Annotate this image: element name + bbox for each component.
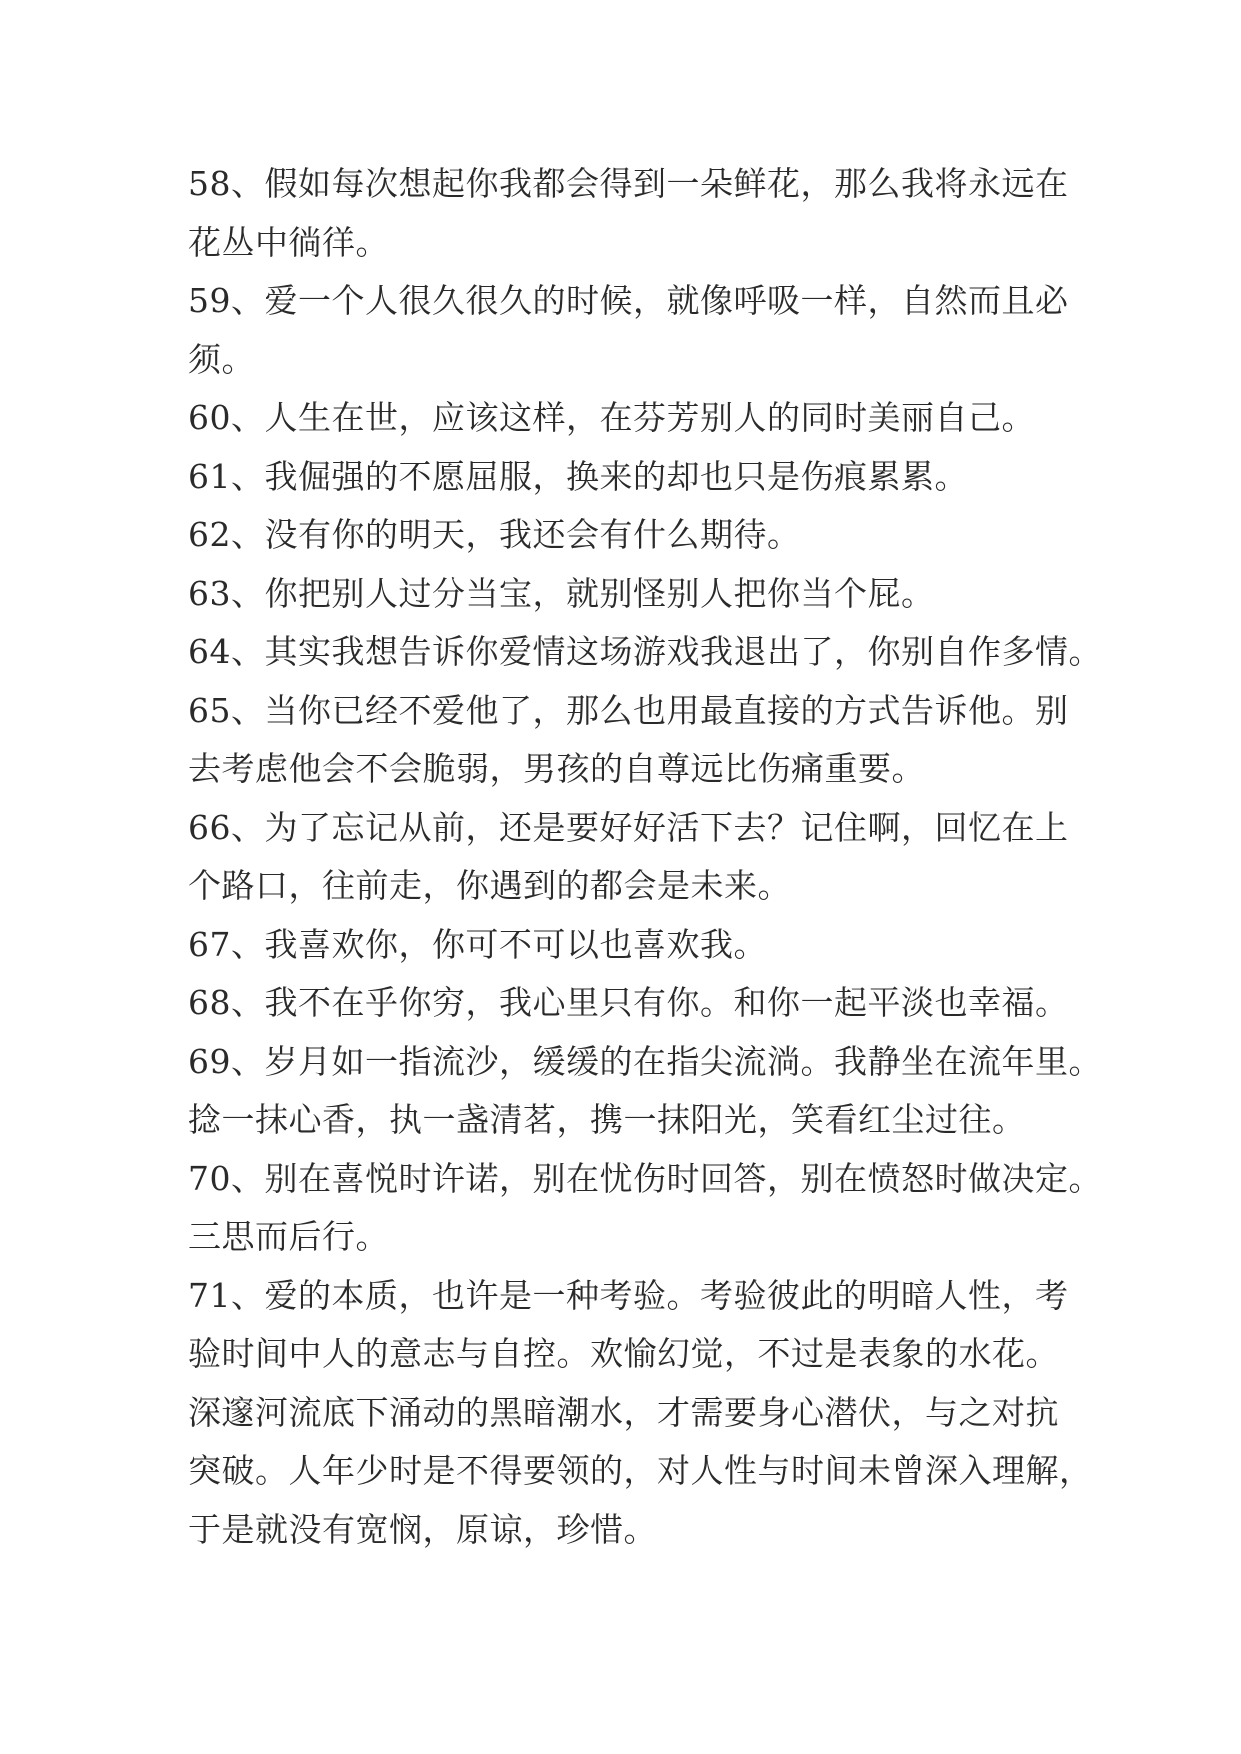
text-line: 64、其实我想告诉你爱情这场游戏我退出了，你别自作多情。 — [188, 632, 1102, 671]
text-line: 捻一抹心香，执一盏清茗，携一抹阳光，笑看红尘过往。 — [188, 1100, 1026, 1139]
text-line: 须。 — [188, 339, 255, 379]
text-line: 花丛中徜徉。 — [188, 222, 389, 262]
text-line: 62、没有你的明天，我还会有什么期待。 — [188, 515, 801, 554]
text-line: 59、爱一个人很久很久的时候，就像呼吸一样，自然而且必 — [188, 281, 1069, 320]
text-line: 去考虑他会不会脆弱，男孩的自尊远比伤痛重要。 — [188, 749, 925, 788]
text-line: 69、岁月如一指流沙，缓缓的在指尖流淌。我静坐在流年里。 — [188, 1041, 1102, 1081]
text-line: 60、人生在世，应该这样，在芬芳别人的同时美丽自己。 — [188, 398, 1035, 437]
text-line: 深邃河流底下涌动的黑暗潮水，才需要身心潜伏，与之对抗 — [188, 1392, 1059, 1432]
text-line: 61、我倔强的不愿屈服，换来的却也只是伤痕累累。 — [188, 456, 968, 496]
document-body — [188, 155, 1102, 1559]
text-line: 63、你把别人过分当宝，就别怪别人把你当个屁。 — [188, 573, 935, 613]
text-line: 71、爱的本质，也许是一种考验。考验彼此的明暗人性，考 — [188, 1275, 1069, 1315]
text-line: 验时间中人的意志与自控。欢愉幻觉，不过是表象的水花。 — [188, 1334, 1059, 1373]
text-line: 个路口，往前走，你遇到的都会是未来。 — [188, 866, 791, 905]
text-line: 70、别在喜悦时许诺，别在忧伤时回答，别在愤怒时做决定。 — [188, 1158, 1102, 1198]
text-line: 58、假如每次想起你我都会得到一朵鲜花，那么我将永远在 — [188, 164, 1069, 203]
text-line: 于是就没有宽悯，原谅，珍惜。 — [188, 1509, 657, 1549]
text-line: 65、当你已经不爱他了，那么也用最直接的方式告诉他。别 — [188, 690, 1069, 730]
text-line: 三思而后行。 — [188, 1217, 389, 1256]
text-line: 68、我不在乎你穷，我心里只有你。和你一起平淡也幸福。 — [188, 983, 1069, 1022]
text-line: 66、为了忘记从前，还是要好好活下去？记住啊，回忆在上 — [188, 807, 1069, 847]
text-line: 突破。人年少时是不得要领的，对人性与时间未曾深入理解， — [188, 1451, 1093, 1490]
text-line: 67、我喜欢你，你可不可以也喜欢我。 — [188, 924, 767, 964]
